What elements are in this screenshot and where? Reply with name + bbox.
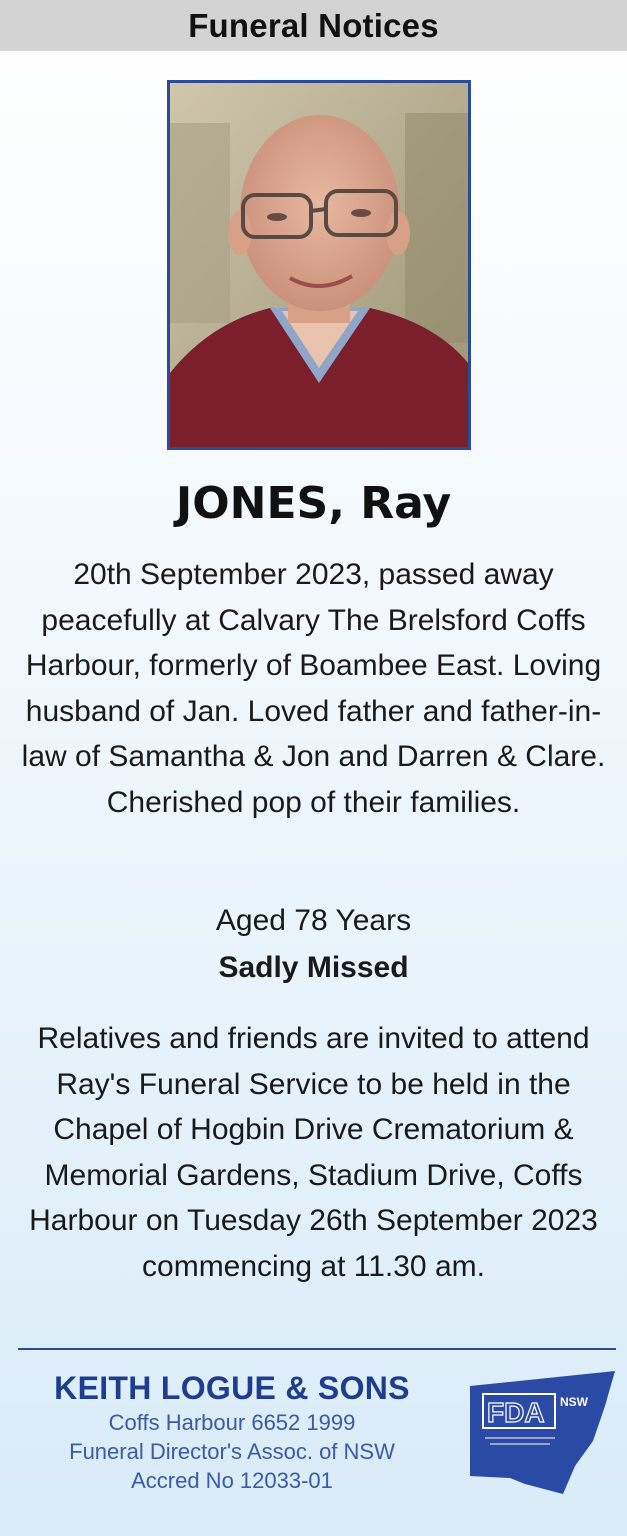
footer-divider [18, 1348, 616, 1350]
portrait-image [170, 83, 468, 447]
association-line: Funeral Director's Assoc. of NSW [69, 1439, 395, 1464]
accreditation-line: Accred No 12033-01 [131, 1468, 333, 1493]
phone-line: Coffs Harbour 6652 1999 [108, 1410, 356, 1435]
fda-nsw-logo [465, 1366, 620, 1496]
deceased-name: JONES, Ray [175, 478, 452, 529]
funeral-director-info [22, 1368, 442, 1495]
sadly-missed-line: Sadly Missed [218, 951, 409, 984]
age-line: Aged 78 Years [215, 904, 412, 937]
death-notice-paragraph: 20th September 2023, passed away peacefully at Calvary The Brelsford Coffs Harbour, formerly of Boambee East. Loving husband of Jan. Loved father and father-in-law of Samantha & Jon and Darren & Clare. Cherished pop of their families. [21, 558, 606, 819]
header-bar [0, 0, 627, 51]
page-title: Funeral Notices [188, 6, 439, 44]
service-details-paragraph: Relatives and friends are invited to attend Ray's Funeral Service to be held in the Chapel of Hogbin Drive Crematorium & Memorial Gardens, Stadium Drive, Coffs Harbour on Tuesday 26th September 2023 commencing at 11.30 am. [29, 1022, 598, 1283]
logo-state-text: NSW [560, 1395, 588, 1409]
portrait-photo [167, 80, 471, 450]
logo-text: FDA [487, 1397, 545, 1428]
company-name: KEITH LOGUE & SONS [54, 1370, 410, 1406]
